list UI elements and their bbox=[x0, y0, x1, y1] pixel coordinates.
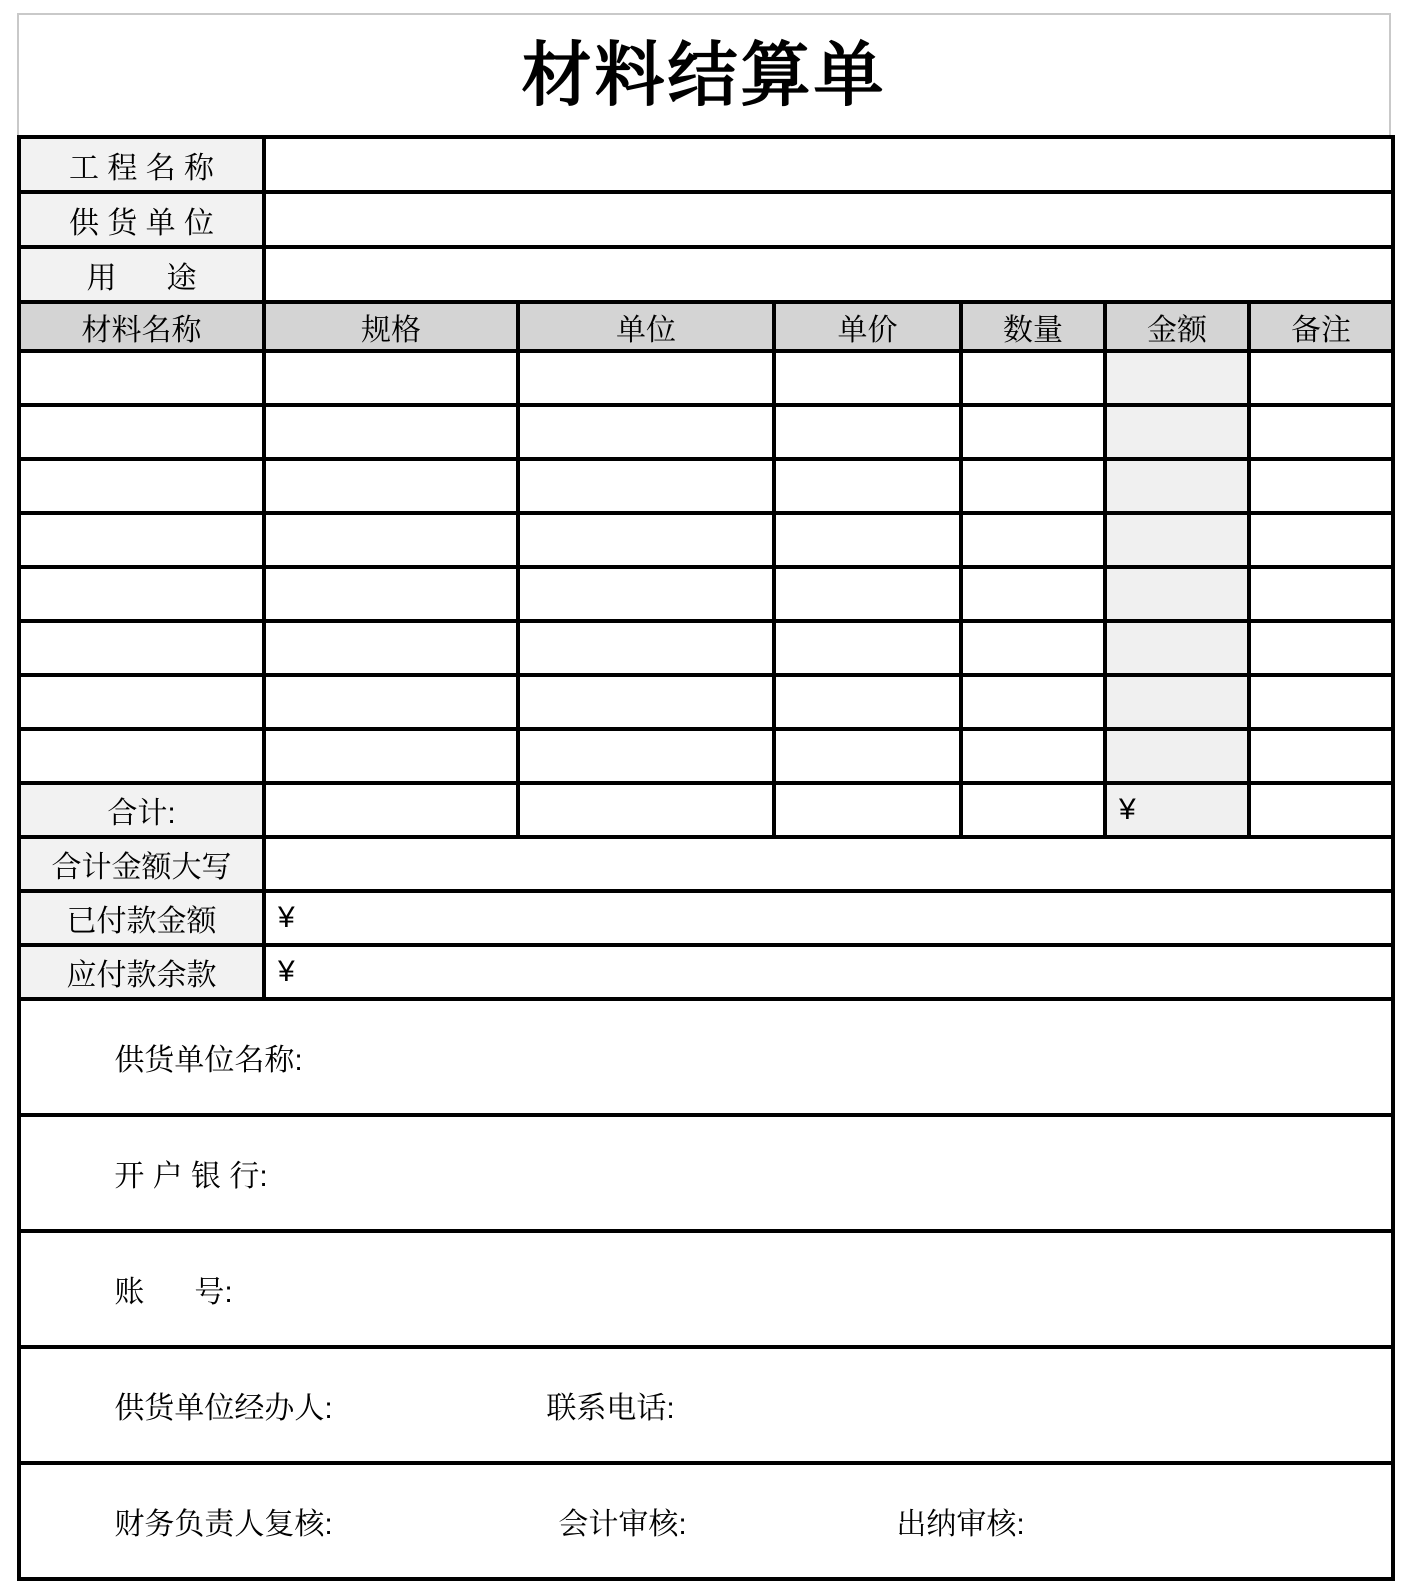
body-cell-remark[interactable] bbox=[1249, 405, 1393, 459]
body-cell-spec[interactable] bbox=[264, 621, 518, 675]
body-cell-remark[interactable] bbox=[1249, 675, 1393, 729]
body-cell-unit-price[interactable] bbox=[774, 513, 961, 567]
total-quantity-cell[interactable] bbox=[961, 783, 1105, 837]
material-empty-row bbox=[19, 405, 1393, 459]
body-cell-unit[interactable] bbox=[518, 351, 774, 405]
material-table-body bbox=[19, 351, 1393, 783]
material-empty-row bbox=[19, 351, 1393, 405]
paid-amount-label: 已付款金额 bbox=[19, 891, 264, 945]
cashier-audit-label: 出纳审核: bbox=[896, 1508, 1025, 1541]
body-cell-material-name[interactable] bbox=[19, 621, 264, 675]
info-row-project-name bbox=[19, 137, 1393, 192]
material-empty-row bbox=[19, 459, 1393, 513]
col-header-spec: 规格 bbox=[264, 302, 518, 351]
total-remark-cell[interactable] bbox=[1249, 783, 1393, 837]
col-header-amount: 金额 bbox=[1105, 302, 1249, 351]
body-cell-remark[interactable] bbox=[1249, 513, 1393, 567]
material-empty-row bbox=[19, 567, 1393, 621]
total-amount-cell[interactable]: ¥ bbox=[1105, 783, 1249, 837]
body-cell-spec[interactable] bbox=[264, 729, 518, 783]
supplier-handler-label: 供货单位经办人: bbox=[114, 1392, 333, 1425]
body-cell-unit[interactable] bbox=[518, 405, 774, 459]
body-cell-spec[interactable] bbox=[264, 513, 518, 567]
body-cell-quantity[interactable] bbox=[961, 351, 1105, 405]
col-header-remark: 备注 bbox=[1249, 302, 1393, 351]
body-cell-spec[interactable] bbox=[264, 405, 518, 459]
amount-in-words-field[interactable] bbox=[264, 837, 1393, 891]
supplier-name-field[interactable] bbox=[19, 999, 1393, 1115]
total-label: 合计: bbox=[19, 783, 264, 837]
supplier-label: 供 货 单 位 bbox=[19, 192, 264, 247]
body-cell-unit-price[interactable] bbox=[774, 567, 961, 621]
body-cell-amount[interactable] bbox=[1105, 351, 1249, 405]
body-cell-material-name[interactable] bbox=[19, 567, 264, 621]
accountant-audit-label: 会计审核: bbox=[558, 1508, 687, 1541]
body-cell-material-name[interactable] bbox=[19, 513, 264, 567]
bank-row bbox=[19, 1115, 1393, 1231]
body-cell-amount[interactable] bbox=[1105, 729, 1249, 783]
body-cell-quantity[interactable] bbox=[961, 405, 1105, 459]
body-cell-quantity[interactable] bbox=[961, 567, 1105, 621]
body-cell-unit-price[interactable] bbox=[774, 405, 961, 459]
body-cell-amount[interactable] bbox=[1105, 405, 1249, 459]
material-empty-row bbox=[19, 621, 1393, 675]
body-cell-material-name[interactable] bbox=[19, 405, 264, 459]
total-row bbox=[19, 783, 1393, 837]
account-number-label: 账 号: bbox=[114, 1276, 233, 1309]
body-cell-spec[interactable] bbox=[264, 459, 518, 513]
body-cell-remark[interactable] bbox=[1249, 567, 1393, 621]
total-spec-cell[interactable] bbox=[264, 783, 518, 837]
title-box bbox=[17, 13, 1391, 135]
material-empty-row bbox=[19, 729, 1393, 783]
col-header-quantity: 数量 bbox=[961, 302, 1105, 351]
review-row bbox=[19, 1463, 1393, 1579]
project-name-label: 工 程 名 称 bbox=[19, 137, 264, 192]
amount-in-words-label: 合计金额大写 bbox=[19, 837, 264, 891]
usage-field[interactable] bbox=[264, 247, 1393, 302]
body-cell-unit-price[interactable] bbox=[774, 729, 961, 783]
body-cell-quantity[interactable] bbox=[961, 621, 1105, 675]
body-cell-unit[interactable] bbox=[518, 621, 774, 675]
total-unit-cell[interactable] bbox=[518, 783, 774, 837]
balance-due-label: 应付款余款 bbox=[19, 945, 264, 999]
body-cell-unit-price[interactable] bbox=[774, 351, 961, 405]
body-cell-remark[interactable] bbox=[1249, 459, 1393, 513]
supplier-name-row bbox=[19, 999, 1393, 1115]
settlement-table bbox=[17, 135, 1395, 1581]
contact-phone-label: 联系电话: bbox=[546, 1392, 675, 1425]
summary-row-paid-amount bbox=[19, 891, 1393, 945]
info-row-supplier bbox=[19, 192, 1393, 247]
body-cell-unit-price[interactable] bbox=[774, 459, 961, 513]
body-cell-quantity[interactable] bbox=[961, 459, 1105, 513]
body-cell-unit-price[interactable] bbox=[774, 621, 961, 675]
total-unit-price-cell[interactable] bbox=[774, 783, 961, 837]
body-cell-remark[interactable] bbox=[1249, 621, 1393, 675]
body-cell-quantity[interactable] bbox=[961, 729, 1105, 783]
body-cell-remark[interactable] bbox=[1249, 351, 1393, 405]
body-cell-unit-price[interactable] bbox=[774, 675, 961, 729]
summary-row-balance-due bbox=[19, 945, 1393, 999]
body-cell-amount[interactable] bbox=[1105, 513, 1249, 567]
material-empty-row bbox=[19, 675, 1393, 729]
body-cell-amount[interactable] bbox=[1105, 459, 1249, 513]
col-header-unit-price: 单价 bbox=[774, 302, 961, 351]
col-header-material-name: 材料名称 bbox=[19, 302, 264, 351]
usage-label: 用 途 bbox=[19, 247, 264, 302]
body-cell-amount[interactable] bbox=[1105, 675, 1249, 729]
balance-due-field[interactable]: ¥ bbox=[264, 945, 1393, 999]
handler-phone-field[interactable] bbox=[19, 1347, 1393, 1463]
page-title: 材料结算单 bbox=[521, 36, 887, 114]
body-cell-spec[interactable] bbox=[264, 675, 518, 729]
bank-label: 开 户 银 行: bbox=[114, 1160, 268, 1193]
material-table-header bbox=[19, 302, 1393, 351]
body-cell-material-name[interactable] bbox=[19, 675, 264, 729]
body-cell-quantity[interactable] bbox=[961, 675, 1105, 729]
body-cell-quantity[interactable] bbox=[961, 513, 1105, 567]
bank-field[interactable] bbox=[19, 1115, 1393, 1231]
review-field[interactable] bbox=[19, 1463, 1393, 1579]
info-row-usage bbox=[19, 247, 1393, 302]
body-cell-unit[interactable] bbox=[518, 729, 774, 783]
summary-row-amount-in-words bbox=[19, 837, 1393, 891]
col-header-unit: 单位 bbox=[518, 302, 774, 351]
body-cell-spec[interactable] bbox=[264, 351, 518, 405]
handler-phone-row bbox=[19, 1347, 1393, 1463]
account-number-field[interactable] bbox=[19, 1231, 1393, 1347]
body-cell-unit[interactable] bbox=[518, 567, 774, 621]
body-cell-unit[interactable] bbox=[518, 675, 774, 729]
body-cell-amount[interactable] bbox=[1105, 621, 1249, 675]
supplier-name-label: 供货单位名称: bbox=[114, 1044, 303, 1077]
account-number-row bbox=[19, 1231, 1393, 1347]
body-cell-material-name[interactable] bbox=[19, 459, 264, 513]
project-name-field[interactable] bbox=[264, 137, 1393, 192]
paid-amount-field[interactable]: ¥ bbox=[264, 891, 1393, 945]
material-empty-row bbox=[19, 513, 1393, 567]
body-cell-material-name[interactable] bbox=[19, 351, 264, 405]
body-cell-unit[interactable] bbox=[518, 459, 774, 513]
supplier-field[interactable] bbox=[264, 192, 1393, 247]
body-cell-unit[interactable] bbox=[518, 513, 774, 567]
finance-review-label: 财务负责人复核: bbox=[114, 1508, 333, 1541]
body-cell-material-name[interactable] bbox=[19, 729, 264, 783]
body-cell-amount[interactable] bbox=[1105, 567, 1249, 621]
body-cell-spec[interactable] bbox=[264, 567, 518, 621]
body-cell-remark[interactable] bbox=[1249, 729, 1393, 783]
